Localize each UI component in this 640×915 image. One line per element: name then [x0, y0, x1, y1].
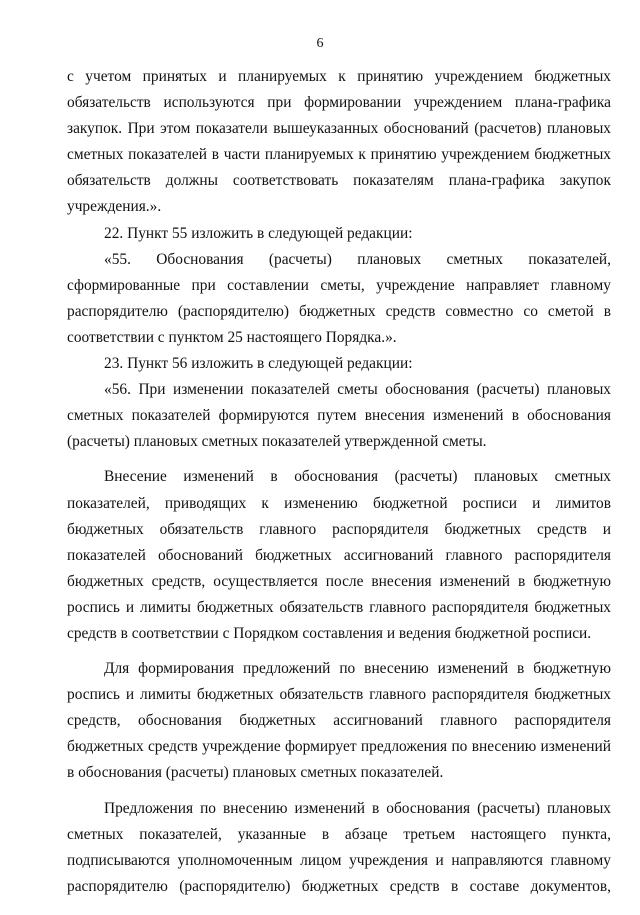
page-number: 6	[316, 36, 324, 51]
paragraph-item-22: 22. Пункт 55 изложить в следующей редакции:	[104, 224, 413, 242]
paragraph-proposals-formation: Для формирования предложений по внесению изменений в бюджетную роспись и лимиты бюджетных обязательств главного распорядителя бюджетных средств, обоснования бюджетных ассигнований главного распорядителя бюджетных средств учреждение формирует предложения по внесению изменений в обоснования (расчеты) плановых сметных показателей.	[67, 660, 611, 782]
paragraph-item-23: 23. Пункт 56 изложить в следующей редакции:	[104, 355, 413, 373]
paragraph-proposals-signing: Предложения по внесению изменений в обоснования (расчеты) плановых сметных показателей, указанные в абзаце третьем настоящего пункта, подписываются уполномоченным лицом учреждения и направляются главному распорядителю (распорядителю) бюджетных средств в составе документов,	[67, 799, 611, 895]
paragraph-quote-56: «56. При изменении показателей сметы обоснования (расчеты) плановых сметных показателей формируются путем внесения изменений в обоснования (расчеты) плановых сметных показателей утвержденной сметы.	[67, 381, 611, 451]
document-body	[67, 64, 611, 900]
paragraph-changes-budget: Внесение изменений в обоснования (расчеты) плановых сметных показателей, приводящих к изменению бюджетной росписи и лимитов бюджетных обязательств главного распорядителя бюджетных средств и показателей обоснований бюджетных ассигнований главного распорядителя бюджетных средств, осуществляется после внесения изменений в бюджетную роспись и лимиты бюджетных обязательств главного распорядителя бюджетных средств в соответствии с Порядком составления и ведения бюджетной росписи.	[67, 468, 611, 642]
paragraph-quote-55: «55. Обоснования (расчеты) плановых сметных показателей, сформированные при составлении сметы, учреждение направляет главному распорядителю (распорядителю) бюджетных средств совместно со сметой в соответствии с пунктом 25 настоящего Порядка.».	[67, 250, 611, 346]
paragraph-continuation: с учетом принятых и планируемых к принятию учреждением бюджетных обязательств используются при формировании учреждением плана-графика закупок. При этом показатели вышеуказанных обоснований (расчетов) плановых сметных показателей в части планируемых к принятию учреждением бюджетных обязательств должны соответствовать показателям плана-графика закупок учреждения.».	[67, 68, 611, 216]
